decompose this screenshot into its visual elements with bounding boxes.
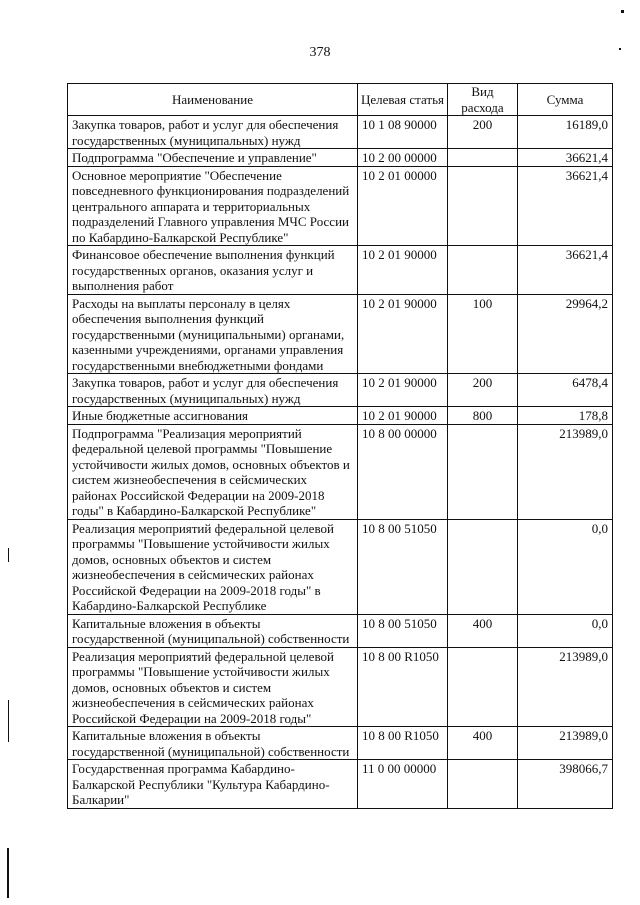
table-row xyxy=(68,407,613,425)
scan-artifact-mark xyxy=(619,48,621,50)
table-row xyxy=(68,519,613,614)
row-target-article: 10 2 01 90000 xyxy=(358,246,448,295)
row-name: Финансовое обеспечение выполнения функций государственных органов, оказания услуг и выполнения работ xyxy=(68,246,358,295)
row-sum: 6478,4 xyxy=(518,374,613,407)
row-target-article: 10 8 00 51050 xyxy=(358,519,448,614)
header-sum: Сумма xyxy=(518,84,613,116)
row-expense-type xyxy=(448,424,518,519)
header-expense-type: Вид расхода xyxy=(448,84,518,116)
row-target-article: 10 2 01 90000 xyxy=(358,294,448,374)
row-sum: 36621,4 xyxy=(518,149,613,167)
header-name: Наименование xyxy=(68,84,358,116)
row-expense-type: 400 xyxy=(448,614,518,647)
table-row xyxy=(68,647,613,727)
row-expense-type xyxy=(448,246,518,295)
row-expense-type xyxy=(448,166,518,246)
row-name: Расходы на выплаты персоналу в целях обеспечения выполнения функций государственными (муниципальными) органами, казенными учреждениями, органами управления государственными внебюджетными фондами xyxy=(68,294,358,374)
row-target-article: 10 2 01 00000 xyxy=(358,166,448,246)
row-target-article: 11 0 00 00000 xyxy=(358,760,448,809)
row-target-article: 10 8 00 51050 xyxy=(358,614,448,647)
row-name: Капитальные вложения в объекты государственной (муниципальной) собственности xyxy=(68,727,358,760)
row-expense-type: 800 xyxy=(448,407,518,425)
row-sum: 36621,4 xyxy=(518,246,613,295)
table-row xyxy=(68,727,613,760)
row-target-article: 10 8 00 R1050 xyxy=(358,647,448,727)
row-name: Закупка товаров, работ и услуг для обеспечения государственных (муниципальных) нужд xyxy=(68,116,358,149)
row-name: Основное мероприятие "Обеспечение повседневного функционирования подразделений центрального аппарата и территориальных подразделений Главного управления МЧС России по Кабардино-Балкарской Республике" xyxy=(68,166,358,246)
row-name: Государственная программа Кабардино-Балкарской Республики "Культура Кабардино-Балкарии" xyxy=(68,760,358,809)
row-expense-type: 200 xyxy=(448,116,518,149)
row-sum: 213989,0 xyxy=(518,424,613,519)
row-name: Закупка товаров, работ и услуг для обеспечения государственных (муниципальных) нужд xyxy=(68,374,358,407)
budget-table xyxy=(67,83,613,809)
row-target-article: 10 1 08 90000 xyxy=(358,116,448,149)
table-row xyxy=(68,166,613,246)
row-expense-type xyxy=(448,647,518,727)
table-row xyxy=(68,374,613,407)
row-sum: 178,8 xyxy=(518,407,613,425)
row-sum: 36621,4 xyxy=(518,166,613,246)
table-row xyxy=(68,294,613,374)
page-number: 378 xyxy=(309,45,331,60)
row-sum: 0,0 xyxy=(518,614,613,647)
scan-artifact-mark xyxy=(7,848,9,898)
row-expense-type xyxy=(448,149,518,167)
table-row xyxy=(68,424,613,519)
row-name: Реализация мероприятий федеральной целевой программы "Повышение устойчивости жилых домов, основных объектов и систем жизнеобеспечения в сейсмических районах Российской Федерации на 2009-2018 годы" xyxy=(68,647,358,727)
scan-artifact-mark xyxy=(621,10,624,13)
row-name: Подпрограмма "Обеспечение и управление" xyxy=(68,149,358,167)
table-row xyxy=(68,149,613,167)
table-row xyxy=(68,116,613,149)
table-row xyxy=(68,614,613,647)
table-header-row xyxy=(68,84,613,116)
row-sum: 213989,0 xyxy=(518,647,613,727)
row-sum: 0,0 xyxy=(518,519,613,614)
row-target-article: 10 2 01 90000 xyxy=(358,407,448,425)
row-target-article: 10 8 00 R1050 xyxy=(358,727,448,760)
row-expense-type: 200 xyxy=(448,374,518,407)
row-expense-type: 100 xyxy=(448,294,518,374)
row-name: Реализация мероприятий федеральной целевой программы "Повышение устойчивости жилых домов, основных объектов и систем жизнеобеспечения в сейсмических районах Российской Федерации на 2009-2018 годы" в Кабардино-Балкарской Республике xyxy=(68,519,358,614)
row-expense-type xyxy=(448,760,518,809)
row-name: Капитальные вложения в объекты государственной (муниципальной) собственности xyxy=(68,614,358,647)
scan-artifact-mark xyxy=(8,548,9,562)
row-expense-type: 400 xyxy=(448,727,518,760)
row-sum: 398066,7 xyxy=(518,760,613,809)
row-target-article: 10 2 00 00000 xyxy=(358,149,448,167)
row-target-article: 10 8 00 00000 xyxy=(358,424,448,519)
row-name: Подпрограмма "Реализация мероприятий федеральной целевой программы "Повышение устойчивости жилых домов, основных объектов и систем жизнеобеспечения в сейсмических районах Российской Федерации на 2009-2018 годы" в Кабардино-Балкарской Республике" xyxy=(68,424,358,519)
row-target-article: 10 2 01 90000 xyxy=(358,374,448,407)
row-expense-type xyxy=(448,519,518,614)
row-sum: 213989,0 xyxy=(518,727,613,760)
scan-artifact-mark xyxy=(8,700,9,742)
header-target-article: Целевая статья xyxy=(358,84,448,116)
row-sum: 16189,0 xyxy=(518,116,613,149)
row-name: Иные бюджетные ассигнования xyxy=(68,407,358,425)
table-row xyxy=(68,760,613,809)
row-sum: 29964,2 xyxy=(518,294,613,374)
table-row xyxy=(68,246,613,295)
